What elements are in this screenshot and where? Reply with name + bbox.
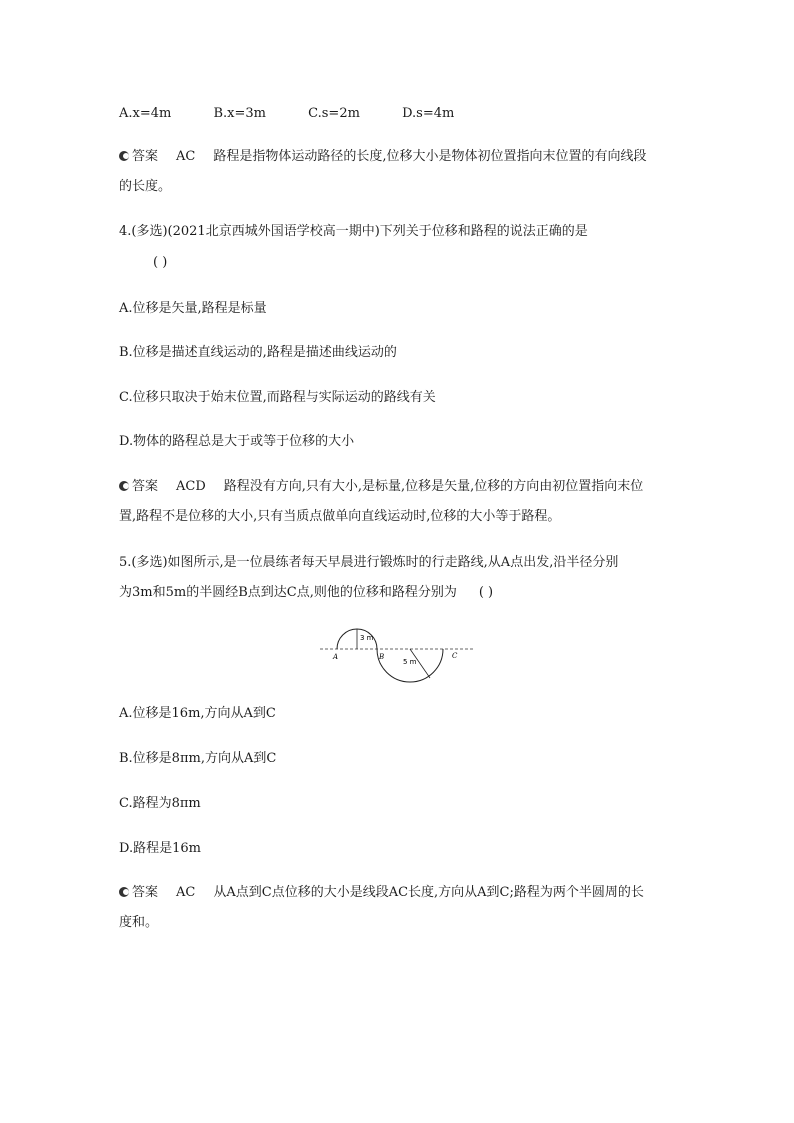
q5-answer: [119, 883, 644, 903]
q5-explanation-line1: 从A点到C点位移的大小是线段AC长度,方向从A到C;路程为两个半圆周的长: [213, 885, 644, 900]
semicircle-path-figure: [318, 620, 478, 686]
label-radius-small: 3 m: [360, 634, 374, 642]
q3-explanation-line1: 路程是指物体运动路径的长度,位移大小是物体初位置指向末位置的有向线段: [213, 149, 647, 164]
label-radius-large: 5 m: [403, 658, 417, 666]
label-point-a: A: [333, 653, 339, 661]
q3-answer-label: 答案: [132, 149, 159, 164]
q3-option-b: B.x=3m: [213, 106, 266, 121]
q5-option-c: C.路程为8πm: [119, 796, 201, 811]
q3-explanation-line2: 的长度。: [119, 179, 172, 194]
label-point-c: C: [452, 652, 458, 660]
q5-stem-line2: [119, 583, 493, 603]
q5-explanation-line2: 度和。: [119, 915, 159, 930]
q5-stem-line1: 5.(多选)如图所示,是一位晨练者每天早晨进行锻炼时的行走路线,从A点出发,沿半径分别: [119, 555, 619, 570]
answer-bullet-icon: [119, 151, 129, 161]
answer-bullet-icon: [119, 481, 129, 491]
q4-stem: 4.(多选)(2021北京西城外国语学校高一期中)下列关于位移和路程的说法正确的是: [119, 224, 588, 239]
q3-option-d: D.s=4m: [402, 106, 455, 121]
q4-answer-blank: ( ): [153, 255, 168, 270]
q5-option-a: A.位移是16m,方向从A到C: [119, 706, 276, 721]
q5-option-b: B.位移是8πm,方向从A到C: [119, 751, 277, 766]
q4-answer-key: ACD: [176, 479, 206, 494]
q4-option-a: A.位移是矢量,路程是标量: [119, 301, 267, 316]
q4-option-c: C.位移只取决于始末位置,而路程与实际运动的路线有关: [119, 390, 436, 405]
q4-option-b: B.位移是描述直线运动的,路程是描述曲线运动的: [119, 345, 397, 360]
q3-answer-key: AC: [176, 149, 196, 164]
q5-answer-blank: ( ): [478, 585, 494, 600]
answer-bullet-icon: [119, 887, 129, 897]
q5-stem-line2-text: 为3m和5m的半圆经B点到达C点,则他的位移和路程分别为: [119, 585, 457, 600]
q3-option-a: A.x=4m: [119, 106, 172, 121]
q5-answer-label: 答案: [132, 885, 159, 900]
q3-options: [119, 104, 492, 124]
q4-blank: [119, 253, 167, 273]
q5-answer-key: AC: [176, 885, 196, 900]
q3-answer: [119, 147, 647, 167]
q3-option-c: C.s=2m: [308, 106, 360, 121]
q4-answer: [119, 477, 643, 497]
q5-option-d: D.路程是16m: [119, 841, 201, 856]
label-point-b: B: [379, 653, 385, 661]
q4-option-d: D.物体的路程总是大于或等于位移的大小: [119, 434, 355, 449]
q4-explanation-line1: 路程没有方向,只有大小,是标量,位移是矢量,位移的方向由初位置指向末位: [223, 479, 644, 494]
q4-explanation-line2: 置,路程不是位移的大小,只有当质点做单向直线运动时,位移的大小等于路程。: [119, 509, 561, 524]
q4-answer-label: 答案: [132, 479, 159, 494]
